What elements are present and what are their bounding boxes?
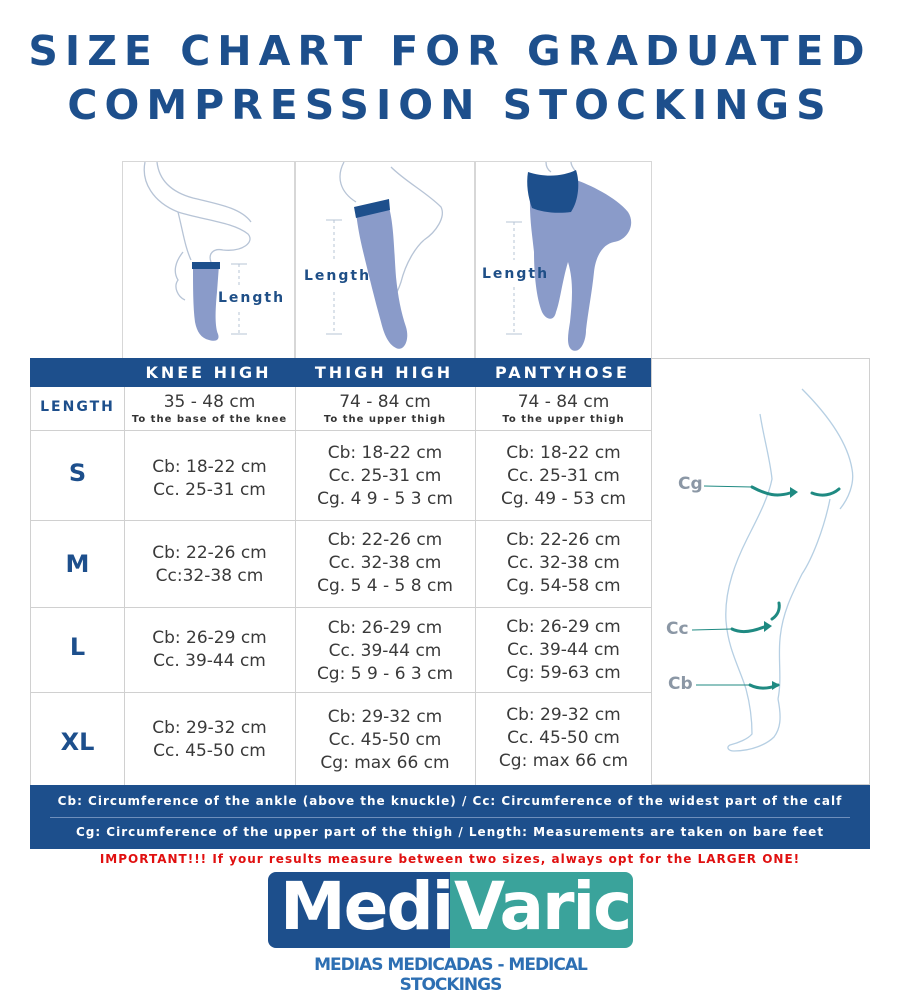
- size-xl-thigh-high: Cb: 29-32 cm Cc. 45-50 cm Cg: max 66 cm: [320, 707, 450, 773]
- page-title-line-1: SIZE CHART FOR GRADUATED: [28, 27, 872, 75]
- logo-tagline: MEDIAS MEDICADAS - MEDICAL STOCKINGS: [314, 955, 587, 995]
- logo-text-medi: Medi: [280, 872, 453, 945]
- length-value-thigh-high: 74 - 84 cm: [339, 392, 431, 412]
- pantyhose-length-label: Length: [482, 266, 550, 282]
- size-xl-pantyhose: Cb: 29-32 cm Cc. 45-50 cm Cg: max 66 cm: [498, 705, 629, 771]
- table-header-row: [30, 358, 651, 387]
- size-table: [30, 387, 651, 785]
- legend-label-cb: Cb: [668, 674, 693, 694]
- medivaric-logo: [268, 872, 633, 948]
- thigh-high-length-label: Length: [304, 268, 372, 284]
- size-m-pantyhose: Cb: 22-26 cm Cc. 32-38 cm Cg. 54-58 cm: [506, 530, 621, 596]
- page-title-line-2: COMPRESSION STOCKINGS: [67, 81, 833, 129]
- size-label-s: S: [68, 459, 87, 487]
- thigh-high-illustration: [295, 161, 475, 358]
- size-m-knee-high: Cb: 22-26 cm Cc:32-38 cm: [152, 543, 267, 586]
- legend-label-cg: Cg: [678, 474, 703, 494]
- length-value-knee-high: 35 - 48 cm: [163, 392, 256, 412]
- measurement-diagram: [651, 358, 870, 785]
- column-header-thigh-high: THIGH HIGH: [314, 363, 454, 382]
- size-label-m: M: [65, 550, 90, 578]
- length-note-knee-high: To the base of the knee: [131, 414, 288, 425]
- footer-note-2: Cg: Circumference of the upper part of the thigh / Length: Measurements are taken on bare feet: [75, 825, 825, 839]
- length-value-pantyhose: 74 - 84 cm: [517, 392, 610, 412]
- size-xl-knee-high: Cb: 29-32 cm Cc. 45-50 cm: [152, 718, 267, 761]
- column-header-pantyhose: PANTYHOSE: [495, 363, 630, 382]
- knee-high-length-label: Length: [218, 290, 286, 306]
- legend-label-cc: Cc: [666, 619, 689, 639]
- footer-divider: [50, 817, 850, 818]
- length-row-label: LENGTH: [40, 399, 115, 415]
- pantyhose-leg-icon: [476, 162, 653, 359]
- size-label-xl: XL: [60, 728, 95, 756]
- footer-note-1: Cb: Circumference of the ankle (above the knuckle) / Cc: Circumference of the widest part of the calf: [57, 794, 843, 808]
- footer-notes: [30, 785, 870, 849]
- size-label-l: L: [69, 633, 86, 661]
- knee-high-leg-icon: [123, 162, 296, 359]
- thigh-high-leg-icon: [296, 162, 476, 359]
- size-m-thigh-high: Cb: 22-26 cm Cc. 32-38 cm Cg. 5 4 - 5 8 cm: [317, 530, 453, 596]
- logo-text-varic: Varic: [454, 872, 631, 945]
- column-header-knee-high: KNEE HIGH: [145, 363, 272, 382]
- length-note-pantyhose: To the upper thigh: [502, 414, 625, 425]
- pantyhose-illustration: [475, 161, 652, 358]
- leg-measurement-icon: [652, 359, 871, 786]
- size-s-knee-high: Cb: 18-22 cm Cc. 25-31 cm: [152, 457, 267, 500]
- length-note-thigh-high: To the upper thigh: [323, 414, 447, 425]
- size-l-pantyhose: Cb: 26-29 cm Cc. 39-44 cm Cg: 59-63 cm: [506, 617, 621, 683]
- size-l-knee-high: Cb: 26-29 cm Cc. 39-44 cm: [152, 628, 267, 671]
- size-l-thigh-high: Cb: 26-29 cm Cc. 39-44 cm Cg: 5 9 - 6 3 cm: [316, 618, 454, 684]
- important-notice: IMPORTANT!!! If your results measure between two sizes, always opt for the LARGER ONE!: [99, 852, 801, 866]
- size-s-thigh-high: Cb: 18-22 cm Cc. 25-31 cm Cg. 4 9 - 5 3 cm: [317, 443, 453, 509]
- knee-high-illustration: [122, 161, 295, 358]
- size-s-pantyhose: Cb: 18-22 cm Cc. 25-31 cm Cg. 49 - 53 cm: [501, 443, 626, 509]
